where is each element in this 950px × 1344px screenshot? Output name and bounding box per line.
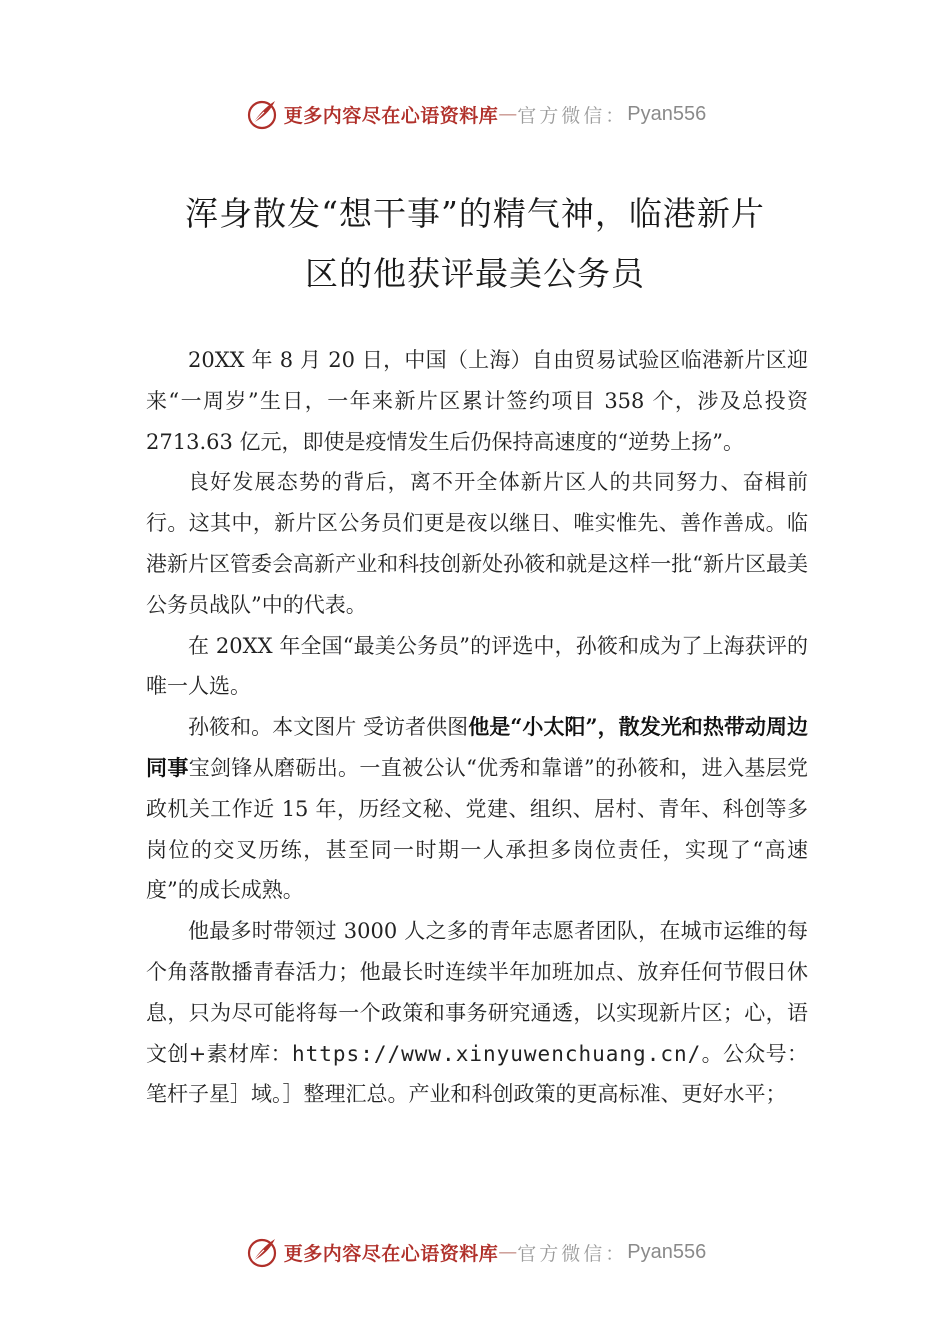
paragraph-1: 20XX 年 8 月 20 日，中国（上海）自由贸易试验区临港新片区迎来“一周岁”生日，一年来新片区累计签约项目 358 个，涉及总投资 2713.63 亿元，即使是疫情发生后仍保持高速度的“逆势上扬”。	[146, 348, 808, 454]
header-banner	[0, 94, 950, 134]
footer-wechat-label: 官方微信：	[517, 1242, 628, 1265]
footer-wechat-id: Pyan556	[627, 1240, 707, 1263]
footer-brand-text: 更多内容尽在心语资料库	[283, 1242, 499, 1265]
banner-brand-text: 更多内容尽在心语资料库	[283, 104, 499, 127]
footer-banner	[0, 1232, 950, 1272]
paragraph-3: 在 20XX 年全国“最美公务员”的评选中，孙筱和成为了上海获评的唯一人选。	[146, 633, 808, 699]
article-title-line1: 浑身散发“想干事”的精气神，临港新片	[185, 194, 765, 233]
article-title-line2: 区的他获评最美公务员	[305, 254, 645, 293]
quill-pen-logo-icon	[244, 96, 280, 132]
quill-pen-logo-icon	[244, 1234, 280, 1270]
footer-separator: —	[498, 1241, 518, 1263]
paragraph-4-text: 宝剑锋从磨砺出。一直被公认“优秀和靠谱”的孙筱和，进入基层党政机关工作近 15 年，历经文秘、党建、组织、居村、青年、科创等多岗位的交叉历练，甚至同一时期一人承担多岗位责任，实现了“高速度”的成长成熟。	[146, 755, 808, 903]
article-body	[146, 340, 808, 1115]
banner-separator: —	[498, 103, 518, 125]
banner-wechat-label: 官方微信：	[517, 104, 628, 127]
paragraph-5	[146, 911, 808, 1115]
banner-wechat-id: Pyan556	[627, 102, 707, 125]
paragraph-2: 良好发展态势的背后，离不开全体新片区人的共同努力、奋楫前行。这其中，新片区公务员们更是夜以继日、唯实惟先、善作善成。临港新片区管委会高新产业和科技创新处孙筱和就是这样一批“新片区最美公务员战队”中的代表。	[146, 470, 808, 617]
paragraph-5-text: 他最多时带领过 3000 人之多的青年志愿者团队，在城市运维的每个角落散播青春活力；他最长时连续半年加班加点、放弃任何节假日休息，只为尽可能将每一个政策和事务研究通透，以实现新片区；心，语文创+素材库：	[146, 919, 808, 1066]
paragraph-5-tail: 。公众号：笔杆子星］域。］整理汇总。产业和科创政策的更高标准、更好水平；	[146, 1041, 808, 1107]
paragraph-4	[146, 707, 808, 911]
source-url-text: https://www.xinyuwenchuang.cn/	[291, 1041, 702, 1066]
section-heading: 他是“小太阳”，散发光和热带动周边同事	[146, 714, 808, 780]
article-title	[120, 184, 830, 304]
photo-caption: 孙筱和。本文图片 受访者供图	[188, 715, 469, 740]
